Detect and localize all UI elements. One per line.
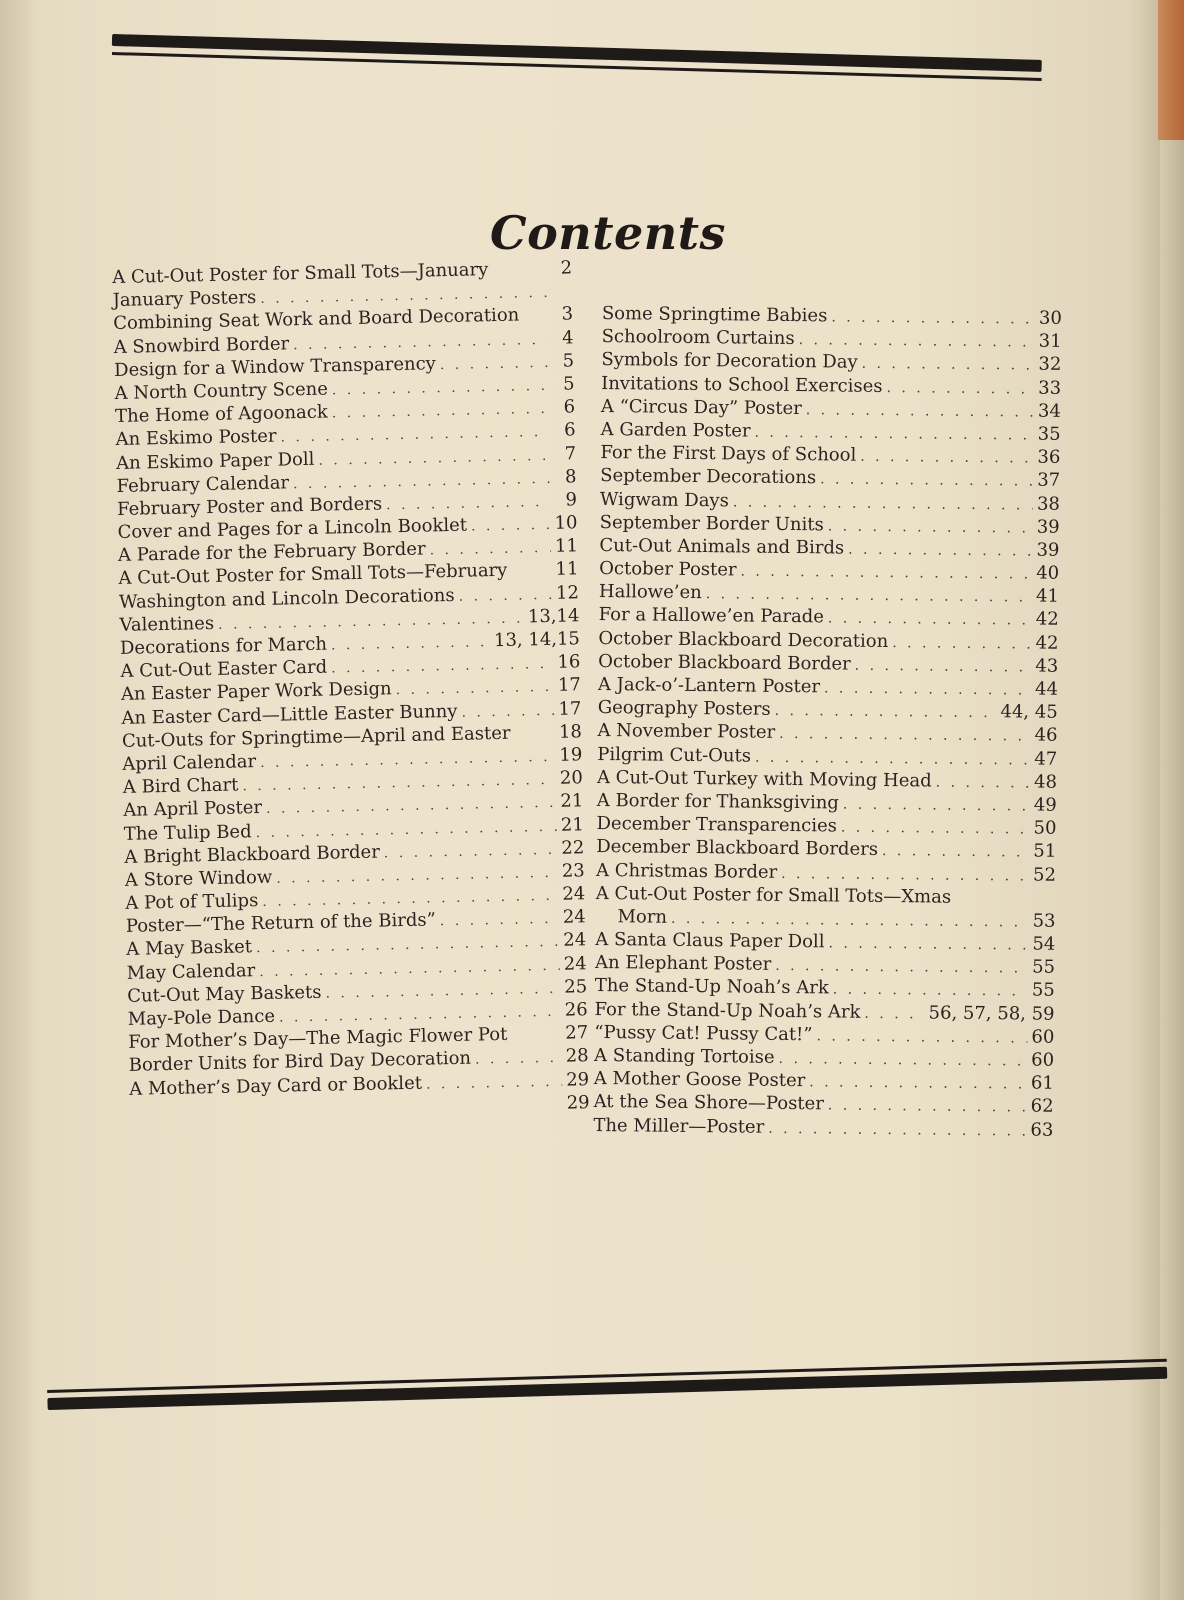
- entry-title: Morn: [617, 906, 668, 928]
- entry-title: Cut-Out May Baskets: [127, 981, 322, 1007]
- dot-leader: [511, 1039, 561, 1040]
- entry-page-number: 37: [1037, 469, 1061, 492]
- dot-leader: [740, 561, 1032, 587]
- entry-page-number: 62: [1030, 1095, 1054, 1118]
- entry-page-number: 3: [561, 303, 574, 325]
- dot-leader: [886, 377, 1034, 402]
- entry-page-number: 60: [1031, 1049, 1055, 1071]
- dot-leader: [768, 1117, 1026, 1143]
- entry-page-number: 6: [563, 396, 576, 418]
- entry-page-number: 32: [1038, 353, 1062, 376]
- entry-page-number: 36: [1037, 446, 1061, 468]
- dot-leader: [386, 491, 551, 518]
- entry-page-number: 42: [1035, 608, 1059, 631]
- dot-leader: [855, 654, 1032, 679]
- entry-page-number: 56, 57, 58, 59: [928, 1002, 1055, 1025]
- dot-leader: [860, 446, 1033, 471]
- entry-title: For the Stand-Up Noah’s Ark: [594, 998, 861, 1023]
- dot-leader: [511, 575, 551, 576]
- dot-leader: [809, 1071, 1027, 1096]
- entry-title: May-Pole Dance: [127, 1005, 276, 1030]
- cover-edge: [1158, 0, 1184, 140]
- entry-page-number: 49: [1033, 794, 1057, 816]
- bottom-rules: [47, 1359, 1168, 1450]
- entry-title: “Pussy Cat! Pussy Cat!”: [594, 1021, 813, 1046]
- entry-title: Symbols for Decoration Day: [601, 349, 858, 374]
- entry-title: Hallowe’en: [598, 581, 702, 604]
- entry-title: A Cut-Out Poster for Small Tots—February: [118, 560, 508, 590]
- entry-title: A Santa Claus Paper Doll: [595, 929, 825, 953]
- dot-leader: [864, 1002, 924, 1026]
- entry-title: December Transparencies: [596, 813, 838, 837]
- entry-page-number: 44, 45: [1000, 701, 1058, 723]
- entry-page-number: 12: [555, 581, 580, 604]
- dot-leader: [779, 723, 1031, 749]
- entry-title: A Mother’s Day Card or Booklet: [129, 1072, 423, 1100]
- dot-leader: [806, 399, 1034, 425]
- entry-page-number: 34: [1037, 400, 1061, 422]
- entry-title: October Blackboard Decoration: [598, 627, 889, 652]
- entry-title: Invitations to School Exercises: [601, 372, 883, 397]
- entry-title: A Store Window: [124, 866, 273, 891]
- entry-title: A Christmas Border: [595, 859, 778, 883]
- entry-page-number: 35: [1037, 423, 1061, 445]
- entry-title: The Miller—Poster: [593, 1114, 765, 1138]
- entry-title: A Pot of Tulips: [125, 890, 259, 914]
- entry-title: For Mother’s Day—The Magic Flower Pot: [128, 1024, 508, 1054]
- entry-page-number: 48: [1033, 771, 1058, 793]
- entry-title: January Posters: [112, 287, 257, 312]
- entry-page-number: 53: [1032, 910, 1056, 932]
- entry-title: October Blackboard Border: [598, 650, 851, 675]
- entry-page-number: 21: [560, 813, 585, 836]
- dot-leader: [843, 793, 1030, 818]
- entry-page-number: 51: [1033, 840, 1057, 863]
- entry-title: February Calendar: [116, 472, 290, 497]
- dot-leader: [426, 1070, 563, 1096]
- dot-leader: [862, 353, 1035, 378]
- entry-title: September Decorations: [600, 465, 817, 489]
- dot-leader: [820, 469, 1033, 494]
- entry-page-number: 11: [555, 558, 579, 581]
- entry-page-number: 52: [1033, 864, 1057, 886]
- entry-page-number: 26: [564, 999, 588, 1021]
- entry-title: An Easter Paper Work Design: [120, 678, 392, 706]
- entry-page-number: 50: [1033, 817, 1057, 839]
- entry-page-number: 24: [562, 883, 586, 905]
- entry-title: A Bird Chart: [122, 774, 239, 799]
- entry-title: A Bright Blackboard Border: [124, 841, 381, 868]
- entry-title: Design for a Window Transparency: [113, 352, 437, 381]
- entry-title: A Cut-Out Turkey with Moving Head: [596, 766, 932, 792]
- entry-title: For the First Days of School: [600, 442, 857, 466]
- dot-leader: [471, 514, 551, 539]
- entry-page-number: 4: [561, 326, 574, 349]
- entry-title: An Elephant Poster: [594, 952, 772, 976]
- entry-page-number: 13,14: [527, 605, 580, 628]
- entry-title: April Calendar: [122, 751, 257, 775]
- dot-leader: [440, 908, 560, 934]
- entry-title: The Tulip Bed: [123, 820, 252, 845]
- entry-title: September Border Units: [599, 511, 824, 536]
- entry-title: February Poster and Borders: [116, 493, 383, 520]
- entry-page-number: 23: [561, 860, 585, 882]
- entry-page-number: 6: [563, 419, 576, 441]
- entry-title: Poster—“The Return of the Birds”: [125, 909, 437, 938]
- entry-title: A Cut-Out Easter Card: [120, 656, 328, 683]
- dot-leader: [816, 1025, 1027, 1050]
- entry-page-number: 41: [1035, 585, 1060, 608]
- dot-leader: [778, 1048, 1027, 1074]
- dot-leader: [824, 677, 1031, 702]
- dot-leader: [831, 306, 1035, 331]
- entry-title: A Jack-o’-Lantern Poster: [597, 673, 821, 698]
- dot-leader: [440, 352, 549, 377]
- entry-title: Border Units for Bird Day Decoration: [128, 1048, 472, 1077]
- entry-page-number: 22: [561, 836, 585, 859]
- entry-title: An Eskimo Poster: [115, 425, 277, 451]
- contents-right-column: [593, 302, 1062, 1142]
- entry-title: Some Springtime Babies: [601, 302, 828, 327]
- entry-page-number: 29: [566, 1091, 590, 1114]
- entry-page-number: 33: [1038, 377, 1062, 399]
- entry-title: December Blackboard Borders: [596, 836, 879, 861]
- entry-page-number: 61: [1030, 1072, 1054, 1094]
- entry-page-number: 31: [1038, 330, 1062, 353]
- entry-page-number: 13, 14,15: [493, 628, 581, 652]
- entry-page-number: 43: [1035, 655, 1059, 677]
- entry-page-number: 25: [564, 976, 588, 998]
- entry-page-number: 55: [1032, 956, 1056, 979]
- entry-title: For a Hallowe’en Parade: [598, 604, 825, 628]
- entry-page-number: 60: [1031, 1026, 1055, 1048]
- entry-title: At the Sea Shore—Poster: [593, 1091, 824, 1115]
- entry-page-number: 29: [566, 1068, 590, 1091]
- entry-title: Decorations for March: [119, 633, 328, 659]
- entry-page-number: 17: [557, 674, 582, 697]
- page-title: Contents: [490, 206, 726, 260]
- entry-page-number: 38: [1036, 493, 1061, 515]
- entry-page-number: 46: [1034, 724, 1058, 747]
- dot-leader: [331, 631, 491, 658]
- entry-title: The Home of Agoonack: [114, 401, 329, 428]
- entry-page-number: 2: [560, 257, 573, 279]
- entry-title: A Mother Goose Poster: [593, 1068, 806, 1092]
- entry-title: A Border for Thanksgiving: [596, 789, 839, 814]
- dot-leader: [395, 676, 554, 703]
- entry-page-number: 63: [1030, 1119, 1054, 1141]
- dot-leader: [882, 840, 1030, 865]
- contents-left-column: [112, 256, 590, 1123]
- entry-page-number: 21: [560, 790, 584, 813]
- entry-title: Pilgrim Cut-Outs: [597, 743, 752, 767]
- entry-page-number: 18: [558, 721, 583, 743]
- entry-page-number: 40: [1036, 562, 1060, 584]
- entry-title: A Cut-Out Poster for Small Tots—Xmas: [595, 882, 952, 908]
- entry-title: A “Circus Day” Poster: [600, 395, 802, 419]
- entry-page-number: 30: [1038, 307, 1062, 329]
- entry-title: May Calendar: [126, 959, 256, 984]
- dot-leader: [775, 700, 997, 726]
- entry-title: Cut-Outs for Springtime—April and Easter: [121, 722, 511, 752]
- dot-leader: [492, 274, 546, 275]
- entry-title: A Garden Poster: [600, 418, 751, 442]
- entry-title: Combining Seat Work and Board Decoration: [112, 304, 520, 335]
- entry-title: Geography Posters: [597, 697, 771, 720]
- entry-page-number: 5: [562, 350, 575, 372]
- entry-title: Wigwam Days: [599, 488, 730, 511]
- entry-page-number: 47: [1034, 748, 1058, 770]
- entry-page-number: 44: [1034, 678, 1059, 700]
- entry-page-number: 28: [565, 1045, 589, 1068]
- entry-title: The Stand-Up Noah’s Ark: [594, 975, 829, 999]
- entry-page-number: 7: [564, 442, 577, 465]
- entry-page-number: 39: [1036, 539, 1060, 561]
- dot-leader: [955, 902, 1030, 903]
- dot-leader: [475, 1047, 562, 1072]
- entry-title: Washington and Lincoln Decorations: [118, 584, 455, 613]
- entry-title: An April Poster: [123, 797, 263, 822]
- entry-title: An Easter Card—Little Easter Bunny: [121, 700, 458, 729]
- entry-title: A Snowbird Border: [113, 332, 290, 358]
- entry-page-number: 9: [565, 489, 578, 511]
- entry-title: October Poster: [599, 558, 737, 581]
- entry-page-number: 19: [559, 744, 583, 766]
- entry-title: A North Country Scene: [114, 378, 329, 404]
- entry-title: A Standing Tortoise: [593, 1044, 775, 1068]
- entry-title: Cut-Out Animals and Birds: [599, 534, 845, 559]
- bottom-thick-rule: [47, 1367, 1167, 1410]
- entry-page-number: 17: [558, 697, 582, 720]
- entry-title: A November Poster: [597, 720, 776, 744]
- entry-page-number: 5: [562, 373, 575, 395]
- dot-leader: [515, 738, 555, 739]
- dot-leader: [848, 538, 1033, 563]
- dot-leader: [134, 1108, 563, 1117]
- dot-leader: [936, 771, 1031, 795]
- dot-leader: [828, 515, 1033, 540]
- entry-page-number: 27: [565, 1022, 589, 1044]
- entry-page-number: 42: [1035, 632, 1059, 654]
- entry-title: Schoolroom Curtains: [601, 326, 795, 350]
- entry-page-number: 39: [1036, 516, 1060, 538]
- dot-leader: [828, 932, 1028, 957]
- entry-page-number: 24: [562, 906, 586, 928]
- entry-title: A Parade for the February Border: [117, 538, 426, 567]
- entry-title: Valentines: [119, 612, 215, 636]
- entry-title: An Eskimo Paper Doll: [115, 448, 315, 474]
- dot-leader: [828, 1095, 1027, 1120]
- entry-page-number: 20: [559, 767, 584, 789]
- entry-title: A Cut-Out Poster for Small Tots—January: [112, 259, 489, 288]
- entry-page-number: 54: [1032, 933, 1056, 955]
- entry-page-number: 24: [563, 929, 587, 952]
- entry-page-number: 55: [1031, 979, 1055, 1002]
- entry-title: A May Basket: [126, 936, 253, 961]
- entry-page-number: 10: [554, 512, 578, 534]
- entry-page-number: 11: [554, 535, 579, 558]
- entry-page-number: 8: [564, 466, 577, 488]
- entry-page-number: 24: [563, 952, 587, 975]
- dot-leader: [892, 632, 1032, 657]
- entry-page-number: 16: [557, 651, 581, 673]
- entry-title: Cover and Pages for a Lincoln Booklet: [117, 514, 468, 544]
